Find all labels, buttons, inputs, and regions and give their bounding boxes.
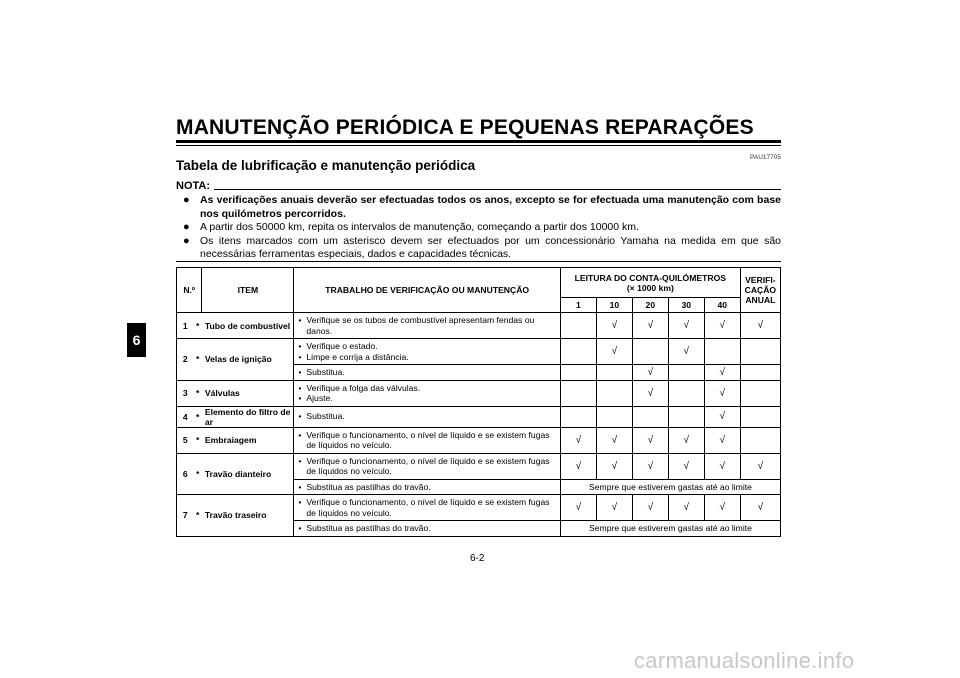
header-km: 30 (668, 298, 704, 313)
empty-cell (596, 406, 632, 427)
bullet-icon: • (298, 351, 302, 362)
work-text: Substitua as pastilhas do travão. (306, 481, 431, 492)
check-mark: √ (632, 380, 668, 406)
check-mark: √ (596, 313, 632, 339)
asterisk-marker: * (193, 339, 201, 381)
row-number: 4 (177, 406, 194, 427)
check-mark: √ (632, 427, 668, 453)
empty-cell (560, 365, 596, 381)
section-title: Tabela de lubrificação e manutenção periódica (176, 158, 476, 173)
work-text: Verifique o funcionamento, o nível de líquido e se existem fugas de líquidos no veículo. (306, 455, 550, 476)
check-mark: √ (704, 365, 740, 381)
bullet-icon: • (298, 393, 302, 403)
work-text: Ajuste. (306, 393, 333, 403)
header-km: 10 (596, 298, 632, 313)
check-mark: √ (704, 427, 740, 453)
check-mark: √ (668, 495, 704, 521)
table-row (177, 427, 781, 453)
check-mark: √ (704, 406, 740, 427)
row-item: Travão dianteiro (202, 453, 294, 495)
bullet-icon: • (298, 481, 302, 492)
work-text: Verifique o funcionamento, o nível de líquido e se existem fugas de líquidos no veículo. (306, 429, 550, 450)
check-mark: √ (704, 313, 740, 339)
check-mark: √ (668, 313, 704, 339)
bullet-icon: ● (183, 194, 190, 206)
work-line (298, 497, 556, 518)
header-rule-thick (176, 140, 781, 143)
nota-rule (214, 189, 781, 190)
check-mark: √ (740, 495, 780, 521)
check-mark: √ (704, 495, 740, 521)
empty-cell (596, 365, 632, 381)
work-text: Verifique a folga das válvulas. (306, 382, 421, 393)
row-work (294, 521, 561, 537)
work-line (298, 456, 556, 477)
bullet-icon: • (298, 497, 302, 507)
row-work (294, 495, 561, 521)
chapter-tab: 6 (127, 323, 146, 357)
work-text: Substitua. (306, 367, 345, 377)
header-odometer-label: LEITURA DO CONTA-QUILÓMETROS (574, 272, 727, 283)
row-number: 7 (177, 495, 194, 537)
bullet-icon: ● (183, 221, 190, 233)
header-km: 1 (560, 298, 596, 313)
check-mark: √ (560, 495, 596, 521)
row-number: 1 (177, 313, 194, 339)
empty-cell (740, 339, 780, 365)
check-mark: √ (596, 427, 632, 453)
work-text: Limpe e corrija a distância. (306, 351, 409, 362)
header-odometer-unit: (× 1000 km) (626, 282, 674, 293)
check-mark: √ (632, 453, 668, 479)
work-line (298, 411, 556, 422)
page-header-title: MANUTENÇÃO PERIÓDICA E PEQUENAS REPARAÇÕES (176, 116, 754, 139)
nota-item-text: Os itens marcados com um asterisco devem ser efectuados por um concessionário Yamaha na medida em que são necessárias ferramentas especiais, dados e capacidades técnicas. (200, 234, 781, 260)
empty-cell (560, 339, 596, 365)
work-line (298, 523, 556, 534)
header-item: ITEM (202, 268, 294, 313)
check-mark: √ (596, 495, 632, 521)
bullet-icon: • (298, 341, 302, 351)
row-number: 3 (177, 380, 194, 406)
row-item: Elemento do filtro de ar (202, 406, 294, 427)
maintenance-table (176, 267, 781, 537)
row-work (294, 453, 561, 479)
row-number: 5 (177, 427, 194, 453)
header-annual: VERIFI-CAÇÃO ANUAL (740, 268, 780, 313)
table-row (177, 380, 781, 406)
interval-note: Sempre que estiverem gastas até ao limite (560, 479, 780, 495)
bullet-icon: • (298, 523, 302, 533)
nota-item (182, 194, 781, 221)
work-text: Substitua as pastilhas do travão. (306, 523, 431, 533)
check-mark: √ (596, 453, 632, 479)
row-number: 6 (177, 453, 194, 495)
empty-cell (668, 380, 704, 406)
header-km: 20 (632, 298, 668, 313)
table-row (177, 453, 781, 479)
nota-label: NOTA: (176, 180, 211, 192)
header-work: TRABALHO DE VERIFICAÇÃO OU MANUTENÇÃO (294, 268, 561, 313)
empty-cell (560, 380, 596, 406)
header-odometer (560, 268, 740, 298)
bullet-icon: • (298, 429, 302, 440)
work-line (298, 341, 556, 352)
empty-cell (560, 406, 596, 427)
empty-cell (740, 380, 780, 406)
nota-bottom-rule (176, 261, 781, 262)
maintenance-table-body (177, 313, 781, 537)
check-mark: √ (740, 453, 780, 479)
nota-item (182, 235, 781, 262)
table-row (177, 495, 781, 521)
check-mark: √ (560, 427, 596, 453)
row-work (294, 380, 561, 406)
row-work (294, 406, 561, 427)
watermark: carmanualsonline.info (634, 648, 855, 673)
row-item: Velas de ignição (202, 339, 294, 381)
asterisk-marker: * (193, 427, 201, 453)
work-text: Verifique o estado. (306, 341, 378, 351)
empty-cell (740, 365, 780, 381)
nota-item (182, 221, 781, 235)
empty-cell (632, 406, 668, 427)
row-number: 2 (177, 339, 194, 381)
row-work (294, 365, 561, 381)
empty-cell (596, 380, 632, 406)
row-work (294, 313, 561, 339)
check-mark: √ (704, 453, 740, 479)
row-item: Embraiagem (202, 427, 294, 453)
row-work (294, 479, 561, 495)
nota-item-text: A partir dos 50000 km, repita os intervalos de manutenção, começando a partir dos 10000 km. (200, 221, 639, 233)
asterisk-marker: * (193, 380, 201, 406)
work-text: Substitua. (306, 411, 345, 422)
work-line (298, 430, 556, 451)
header-num: N.º (177, 268, 202, 313)
header-rule-thin (176, 145, 781, 146)
check-mark: √ (560, 453, 596, 479)
check-mark: √ (668, 339, 704, 365)
page-number: 6-2 (470, 553, 485, 564)
bullet-icon: • (298, 382, 302, 393)
interval-note: Sempre que estiverem gastas até ao limite (560, 521, 780, 537)
check-mark: √ (632, 365, 668, 381)
work-text: Verifique se os tubos de combustível apresentam fendas ou danos. (306, 315, 535, 336)
check-mark: √ (668, 453, 704, 479)
empty-cell (668, 365, 704, 381)
empty-cell (740, 427, 780, 453)
check-mark: √ (704, 380, 740, 406)
document-code: PAU17705 (750, 154, 781, 161)
empty-cell (560, 313, 596, 339)
empty-cell (668, 406, 704, 427)
check-mark: √ (668, 427, 704, 453)
check-mark: √ (632, 313, 668, 339)
bullet-icon: • (298, 411, 302, 422)
work-text: Verifique o funcionamento, o nível de líquido e se existem fugas de líquidos no veículo. (306, 497, 550, 518)
work-line (298, 383, 556, 394)
work-line (298, 367, 556, 378)
row-work (294, 339, 561, 365)
work-line (298, 393, 556, 404)
nota-item-text: As verificações anuais deverão ser efectuadas todos os anos, excepto se for efectuada uma manutenção com base nos quilómetros percorridos. (200, 194, 781, 220)
empty-cell (740, 406, 780, 427)
bullet-icon: • (298, 455, 302, 466)
bullet-icon: ● (183, 234, 190, 247)
check-mark: √ (596, 339, 632, 365)
asterisk-marker: * (193, 495, 201, 537)
work-line (298, 315, 556, 336)
empty-cell (632, 339, 668, 365)
bullet-icon: • (298, 367, 302, 377)
table-row (177, 313, 781, 339)
asterisk-marker: * (193, 453, 201, 495)
asterisk-marker: * (193, 313, 201, 339)
table-row (177, 406, 781, 427)
check-mark: √ (740, 313, 780, 339)
row-work (294, 427, 561, 453)
header-km: 40 (704, 298, 740, 313)
row-item: Tubo de combustível (202, 313, 294, 339)
check-mark: √ (632, 495, 668, 521)
nota-list (182, 194, 781, 262)
work-line (298, 482, 556, 493)
row-item: Travão traseiro (202, 495, 294, 537)
work-line (298, 352, 556, 363)
bullet-icon: • (298, 315, 302, 325)
table-row (177, 339, 781, 365)
row-item: Válvulas (202, 380, 294, 406)
asterisk-marker: * (193, 406, 201, 427)
empty-cell (704, 339, 740, 365)
